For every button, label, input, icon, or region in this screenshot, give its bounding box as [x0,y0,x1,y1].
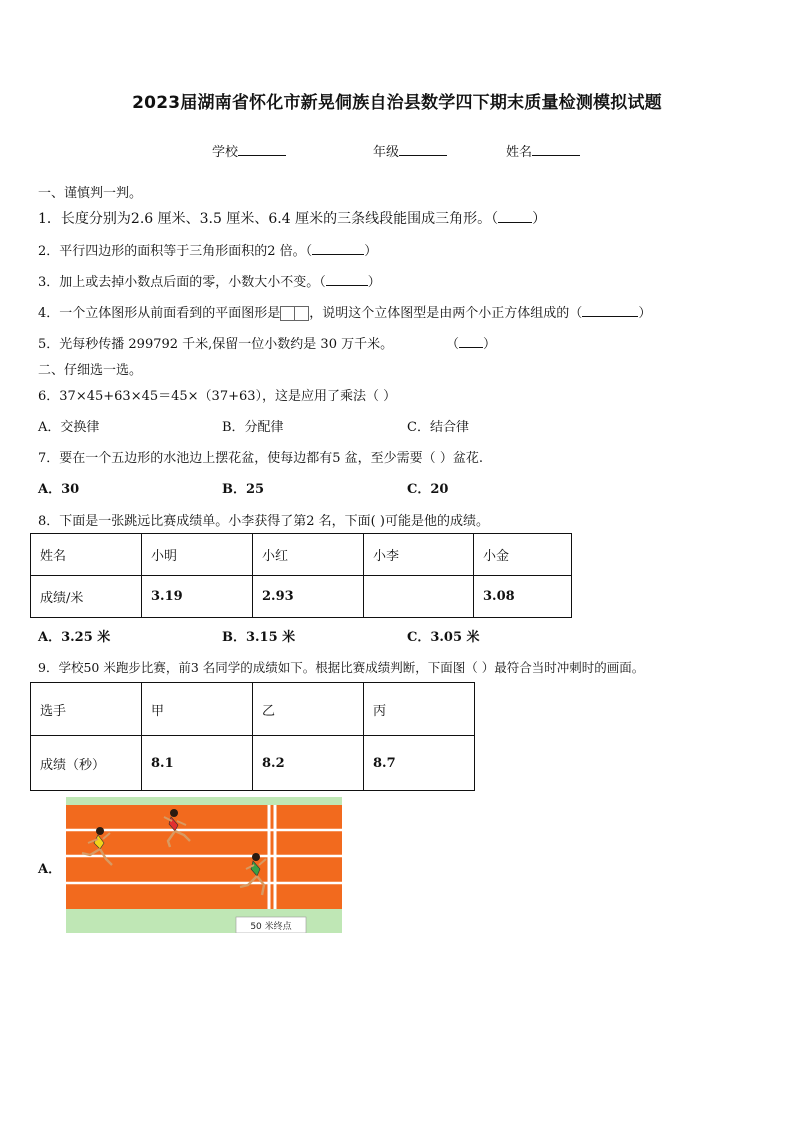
table-cell: 小红 [253,534,364,576]
question-4 [38,302,651,321]
q9-number: 9． [38,660,59,675]
name-label: 姓名 [506,145,533,160]
question-9 [38,658,644,676]
q8-number: 8． [38,514,60,529]
q3-text: 加上或去掉小数点后面的零，小数大小不变。（ [59,275,326,290]
q5-number: 5． [38,337,60,352]
q7-option-c[interactable]: C．20 [407,482,449,497]
question-7 [38,447,483,466]
q8-option-c[interactable]: C．3.05 米 [407,630,480,645]
table-cell: 小明 [142,534,253,576]
name-blank[interactable] [532,141,580,156]
table-row [31,576,572,618]
q3-number: 3． [38,275,60,290]
running-score-table [30,682,475,791]
q1-close: ） [532,211,547,227]
table-cell: 3.19 [142,576,253,618]
q5-answer-blank[interactable] [459,334,483,348]
table-cell: 成绩/米 [31,576,142,618]
q5-close: ） [483,337,497,352]
q8-option-a[interactable]: A．3.25 米 [38,630,111,645]
question-5 [38,333,393,352]
q7-option-b[interactable]: B．25 [222,482,265,497]
q1-answer-blank[interactable] [498,209,532,223]
q9-option-a-label[interactable]: A． [38,862,62,877]
table-row [31,683,475,736]
section-one-heading: 一、谨慎判一判。 [38,186,143,201]
q4-text-before: 一个立体图形从前面看到的平面图形是 [59,306,281,321]
table-cell: 小金 [474,534,572,576]
page-title: 2023届湖南省怀化市新晃侗族自治县数学四下期末质量检测模拟试题 [132,93,662,113]
table-cell: 甲 [142,683,253,736]
q3-close: ） [367,275,381,290]
q6-option-b[interactable]: B．分配律 [222,420,284,435]
q7-option-a[interactable]: A．30 [38,482,80,497]
q6-text: 37×45+63×45＝45×（37+63），这是应用了乘法（ ） [59,389,397,404]
grass-strip-top [66,797,342,805]
grade-field[interactable] [373,141,447,160]
running-track-illustration[interactable] [66,797,342,933]
finish-label: 50 米终点 [250,922,292,932]
q8-text: 下面是一张跳远比赛成绩单。小李获得了第2 名，下面( )可能是他的成绩。 [59,514,489,529]
table-cell: 乙 [253,683,364,736]
question-6 [38,385,396,404]
q1-text: 长度分别为2.6 厘米、3.5 厘米、6.4 厘米的三条线段能围成三角形。（ [60,211,499,227]
q2-close: ） [364,244,378,259]
section-two-heading: 二、仔细选一选。 [38,363,143,378]
square-icon [294,306,309,321]
table-cell: 丙 [364,683,475,736]
table-cell: 2.93 [253,576,364,618]
table-cell: 小李 [364,534,474,576]
q2-answer-blank[interactable] [312,241,364,255]
q5-answer [446,333,496,352]
table-cell: 8.7 [364,736,475,791]
q4-answer-blank[interactable] [582,303,638,317]
question-2 [38,240,377,259]
school-blank[interactable] [238,141,286,156]
q6-option-c[interactable]: C．结合律 [407,420,469,435]
q9-text: 学校50 米跑步比赛，前3 名同学的成绩如下。根据比赛成绩判断，下面图（ ）最符合当时冲刺时的画面。 [58,660,645,675]
q8-option-b[interactable]: B．3.15 米 [222,630,296,645]
table-row [31,534,572,576]
q4-number: 4． [38,306,60,321]
q2-text: 平行四边形的面积等于三角形面积的2 倍。（ [59,244,313,259]
q1-number: 1． [38,211,61,227]
square-icon [280,306,295,321]
two-squares-figure [280,306,309,321]
table-cell: 3.08 [474,576,572,618]
table-row [31,736,475,791]
q5-open: （ [446,337,460,352]
table-cell: 姓名 [31,534,142,576]
q4-text-after: ，说明这个立体图型是由两个小正方体组成的（ [309,306,583,321]
table-cell: 成绩（秒） [31,736,142,791]
school-label: 学校 [212,145,239,160]
table-cell: 8.1 [142,736,253,791]
table-cell: 8.2 [253,736,364,791]
q4-close: ） [638,306,652,321]
q2-number: 2． [38,244,60,259]
table-cell: 选手 [31,683,142,736]
q7-number: 7． [38,451,60,466]
q6-option-a[interactable]: A．交换律 [38,420,100,435]
q7-text: 要在一个五边形的水池边上摆花盆，使每边都有5 盆，至少需要（ ）盆花. [59,451,483,466]
long-jump-score-table [30,533,572,618]
table-cell-empty [364,576,474,618]
question-3 [38,271,381,290]
grade-blank[interactable] [399,141,447,156]
q6-number: 6． [38,389,60,404]
name-field[interactable] [506,141,580,160]
school-field[interactable] [212,141,286,160]
question-8 [38,510,489,529]
question-1 [38,208,546,228]
q5-text: 光每秒传播 299792 千米,保留一位小数约是 30 万千米。 [59,337,394,352]
grade-label: 年级 [373,145,400,160]
q3-answer-blank[interactable] [326,272,368,286]
